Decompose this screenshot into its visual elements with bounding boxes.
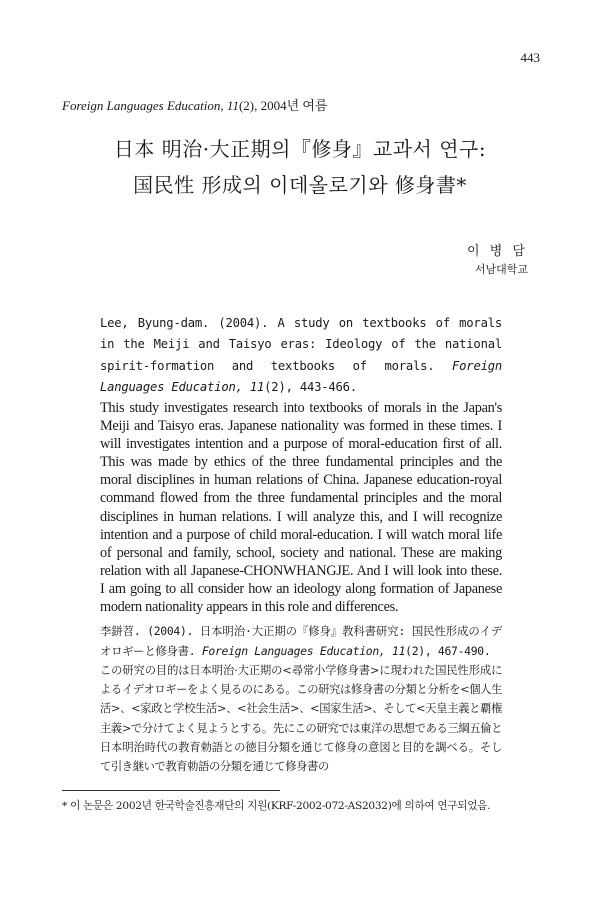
author-name: 이 병 담 bbox=[467, 244, 528, 259]
journal-header bbox=[62, 95, 328, 114]
journal-volume: 11 bbox=[226, 98, 239, 113]
english-abstract: This study investigates research into textbooks of morals in the Japan's Meiji and Taisyo eras. Japanese nationality was formed in these times. I will investigates intention and a purpose of moral-education first of all. This was made by ethics of the three fundamental principles and the moral disciplines in human relations of China. Japanese education-royal command flowed from the three fundamental principles and the moral disciplines in human relations. I will analyze this, and I will recognize intention and a purpose of child moral-education. I will watch moral life of personal and family, school, society and national. These are making relation with all Japanese-CHONWHANGJE. And I will look into these. I am going to all consider how an ideology along formation of Japanese modern nationality appears in this role and differences. bbox=[100, 400, 502, 616]
japanese-citation-text: 李鉼苕. (2004). 日本明治·大正期の『修身』教科書研究: 国民性形成のイデオロギーと修身書. bbox=[100, 624, 502, 658]
footnote-divider bbox=[62, 790, 280, 791]
japanese-citation bbox=[100, 621, 502, 661]
english-citation-text: Lee, Byung-dam. (2004). A study on textbooks of morals in the Meiji and Taisyo eras: Ideology of the national spirit-formation and textbooks of morals. bbox=[100, 316, 502, 373]
japanese-citation-pages: (2), 467-490. bbox=[405, 644, 491, 658]
english-citation bbox=[100, 313, 502, 398]
english-citation-journal: Foreign Languages Education, 11 bbox=[100, 358, 502, 394]
japanese-abstract: この研究の目的は日本明治·大正期の<尋常小学修身書>に現われた国民性形成によるイデオロギーをよく見るのにある。この研究は修身書の分類と分析を<個人生活>、<家政と学校生活>、<社会生活>、<国家生活>、そして<天皇主義と覇権主義>で分けてよく見ようとする。先にこの研究では東洋の思想である三綱五倫と日本明治時代の教育勅語との徳目分類を通じて修身の意図と目的を調べる。そして引き継いで教育勅語の分類を通じて修身書の bbox=[100, 664, 502, 774]
author-affiliation: 서남대학교 bbox=[474, 263, 528, 276]
journal-year-season: 2004년 여름 bbox=[257, 98, 328, 113]
footnote: * 이 논문은 2002년 한국학술진흥재단의 지원(KRF-2002-072-AS2032)에 의하여 연구되었음. bbox=[62, 800, 491, 812]
japanese-citation-journal: Foreign Languages Education, 11 bbox=[201, 644, 406, 658]
paper-title-line-2: 国民性 形成의 이데올로기와 修身書* bbox=[133, 173, 467, 197]
paper-title-line-1: 日本 明治·大正期의『修身』교과서 연구: bbox=[113, 137, 487, 161]
page-number: 443 bbox=[520, 50, 540, 65]
english-citation-pages: (2), 443-466. bbox=[264, 379, 357, 394]
journal-issue: (2), bbox=[238, 98, 258, 113]
journal-name: Foreign Languages Education, bbox=[62, 98, 224, 113]
